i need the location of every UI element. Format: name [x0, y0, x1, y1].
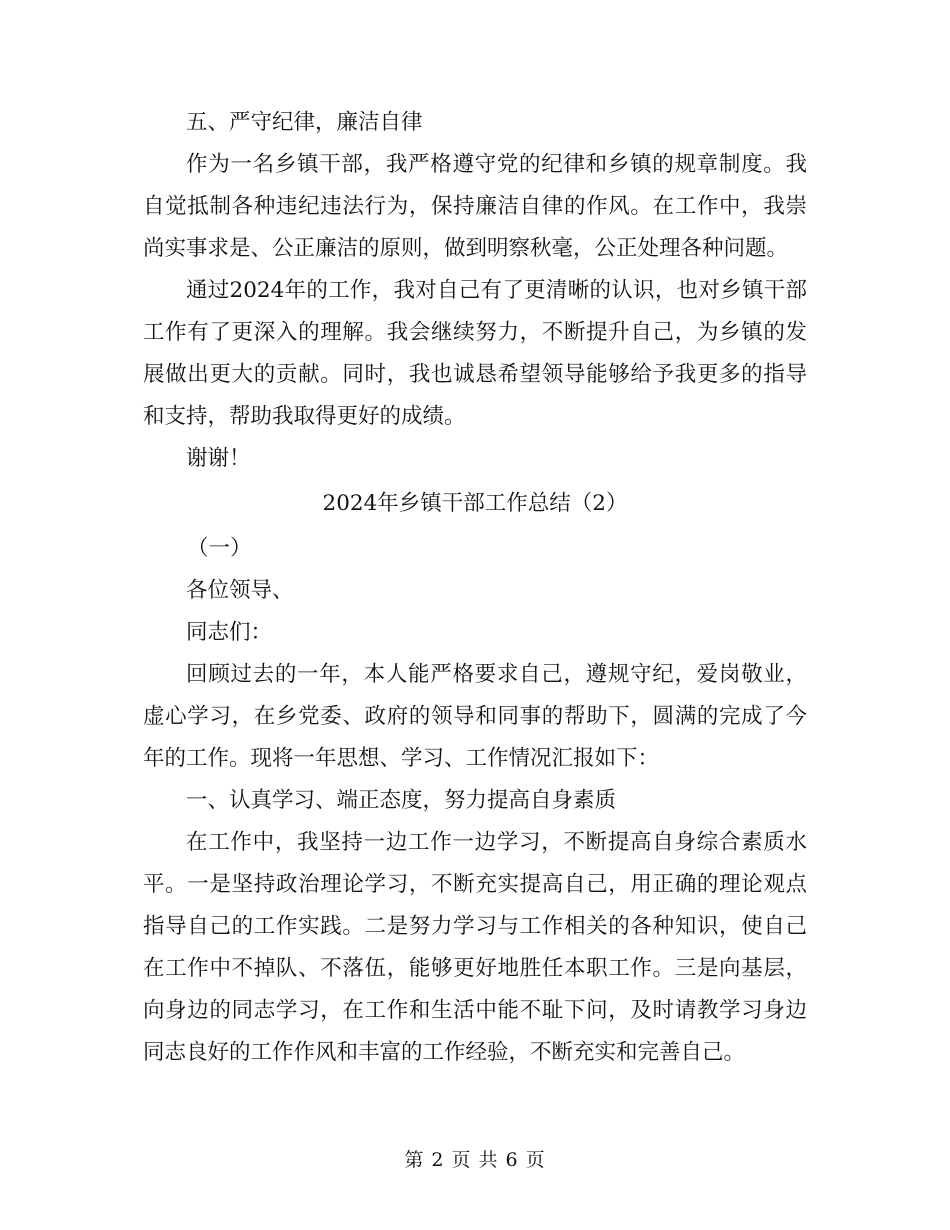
page-number: 第 2 页 共 6 页: [404, 1149, 546, 1171]
paragraph: 谢谢！: [186, 446, 251, 471]
paragraph: 五、严守纪律，廉洁自律: [186, 110, 423, 135]
paragraph: 各位领导、: [186, 578, 294, 603]
paragraph: 通过2024年的工作，我对自己有了更清晰的认识，也对乡镇干部工作有了更深入的理解。我会继续努力，不断提升自己，为乡镇的发展做出更大的贡献。同时，我也诚恳希望领导能够给予我更多的指导和支持，帮助我取得更好的成绩。: [143, 278, 807, 429]
paragraph: 作为一名乡镇干部，我严格遵守党的纪律和乡镇的规章制度。我自觉抵制各种违纪违法行为，保持廉洁自律的作风。在工作中，我崇尚实事求是、公正廉洁的原则，做到明察秋毫，公正处理各种问题。: [143, 152, 807, 261]
section-label: （一）: [187, 536, 252, 561]
paragraph: 在工作中，我坚持一边工作一边学习，不断提高自身综合素质水平。一是坚持政治理论学习，不断充实提高自己，用正确的理论观点指导自己的工作实践。二是努力学习与工作相关的各种知识，使自己在工作中不掉队、不落伍，能够更好地胜任本职工作。三是向基层，向身边的同志学习，在工作和生活中能不耻下问，及时请教学习身边同志良好的工作作风和丰富的工作经验，不断充实和完善自己。: [143, 830, 807, 1065]
paragraph: 一、认真学习、端正态度，努力提高自身素质: [186, 788, 617, 813]
paragraph: 同志们：: [186, 620, 273, 645]
document-body: [143, 102, 807, 1074]
section-title: 2024年乡镇干部工作总结（2）: [322, 491, 628, 516]
paragraph: 回顾过去的一年，本人能严格要求自己，遵规守纪，爱岗敬业，虚心学习，在乡党委、政府的领导和同事的帮助下，圆满的完成了今年的工作。现将一年思想、学习、工作情况汇报如下：: [143, 662, 807, 771]
